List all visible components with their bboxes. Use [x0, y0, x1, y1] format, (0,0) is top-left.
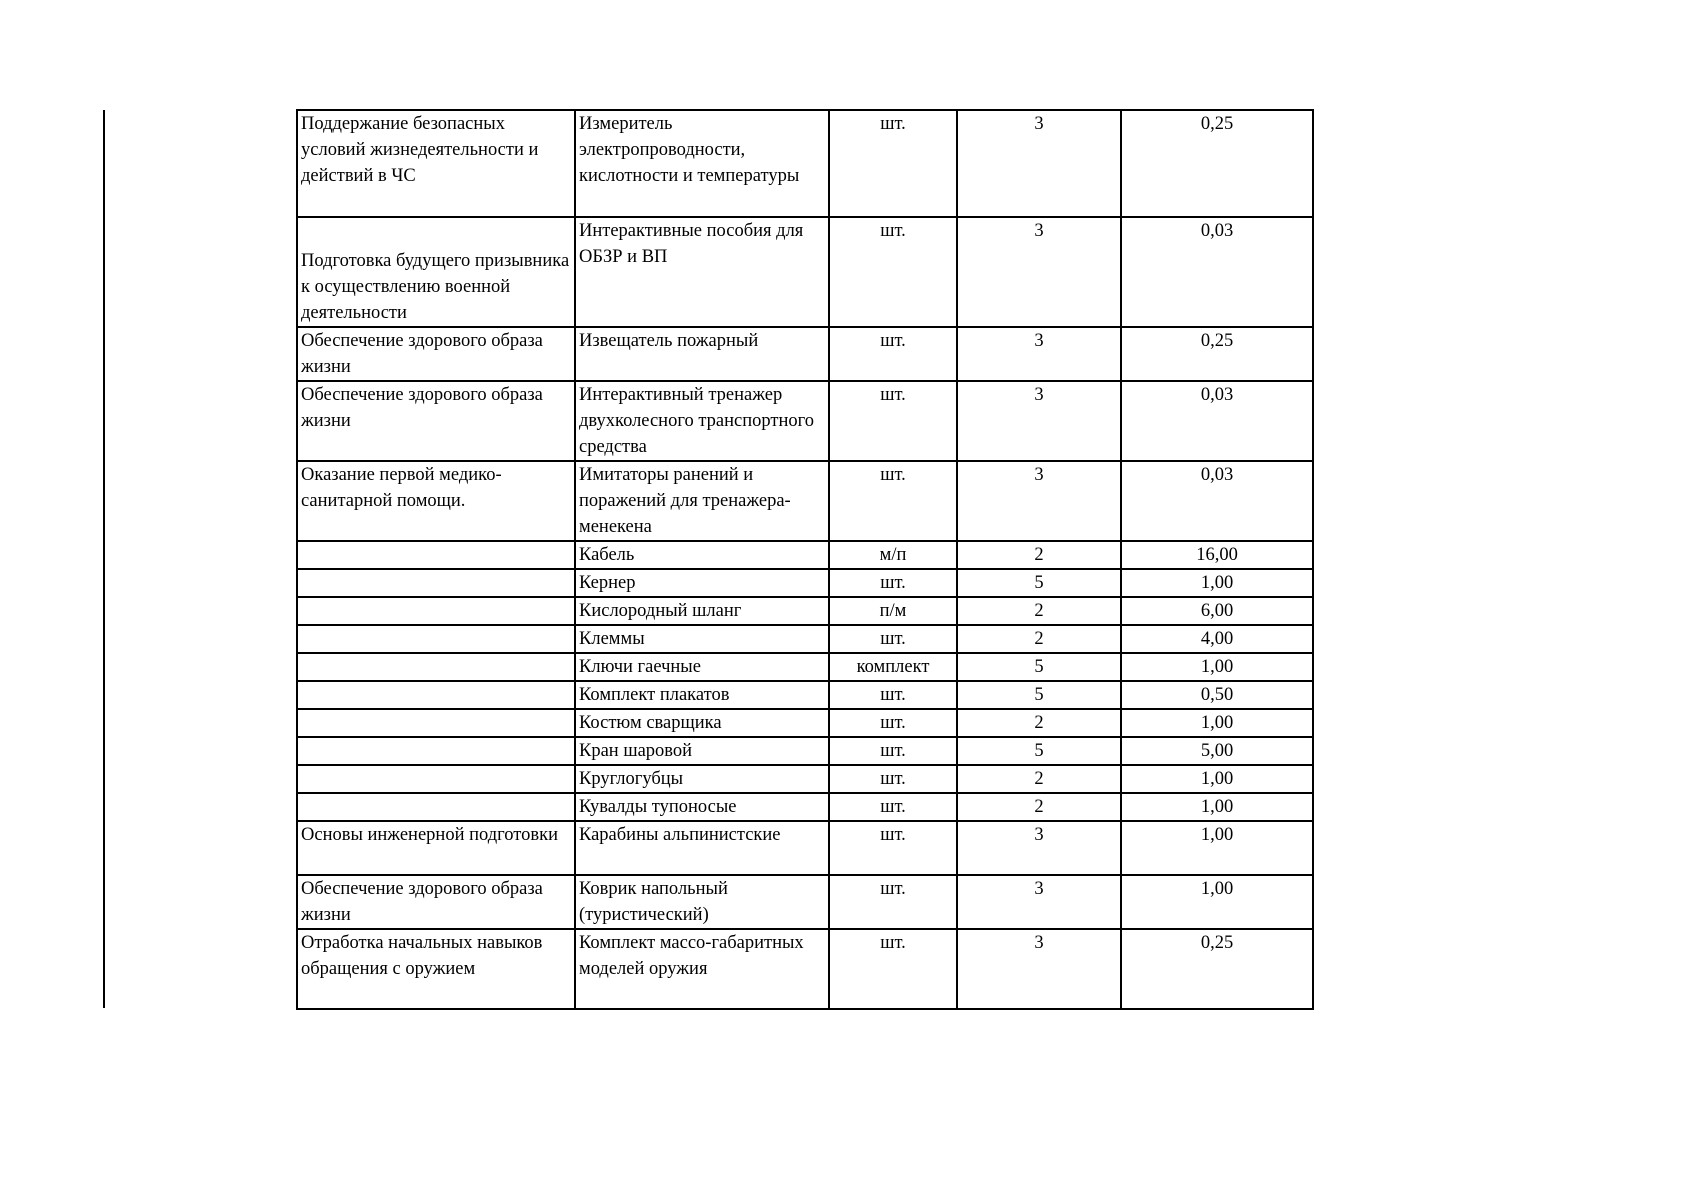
item-cell: Измеритель электропроводности, кислотности и температуры — [575, 110, 829, 217]
value-cell: 1,00 — [1121, 653, 1313, 681]
qty-cell: 2 — [957, 709, 1121, 737]
topic-cell — [297, 653, 575, 681]
table-row — [297, 653, 1313, 681]
qty-cell: 3 — [957, 327, 1121, 381]
value-cell: 6,00 — [1121, 597, 1313, 625]
qty-cell: 3 — [957, 461, 1121, 541]
qty-cell: 2 — [957, 765, 1121, 793]
item-cell: Кувалды тупоносые — [575, 793, 829, 821]
value-cell: 1,00 — [1121, 765, 1313, 793]
topic-cell — [297, 709, 575, 737]
table-row — [297, 709, 1313, 737]
topic-cell: Основы инженерной подготовки — [297, 821, 575, 875]
value-cell: 0,50 — [1121, 681, 1313, 709]
qty-cell: 5 — [957, 653, 1121, 681]
table-row — [297, 597, 1313, 625]
unit-cell: шт. — [829, 217, 957, 327]
item-cell: Имитаторы ранений и поражений для тренажера-менекена — [575, 461, 829, 541]
qty-cell: 5 — [957, 681, 1121, 709]
table-row — [297, 461, 1313, 541]
qty-cell: 3 — [957, 929, 1121, 1009]
item-cell: Комплект плакатов — [575, 681, 829, 709]
item-cell: Карабины альпинистские — [575, 821, 829, 875]
unit-cell: шт. — [829, 110, 957, 217]
unit-cell: комплект — [829, 653, 957, 681]
topic-cell: Подготовка будущего призывника к осуществлению военной деятельности — [297, 217, 575, 327]
topic-cell — [297, 793, 575, 821]
unit-cell: п/м — [829, 597, 957, 625]
topic-cell: Обеспечение здорового образа жизни — [297, 875, 575, 929]
value-cell: 0,03 — [1121, 217, 1313, 327]
qty-cell: 3 — [957, 821, 1121, 875]
table-row — [297, 793, 1313, 821]
value-cell: 1,00 — [1121, 793, 1313, 821]
value-cell: 1,00 — [1121, 821, 1313, 875]
value-cell: 1,00 — [1121, 875, 1313, 929]
equipment-table — [296, 109, 1314, 1010]
table-row — [297, 737, 1313, 765]
topic-cell — [297, 569, 575, 597]
qty-cell: 3 — [957, 381, 1121, 461]
unit-cell: шт. — [829, 821, 957, 875]
topic-cell: Оказание первой медико-санитарной помощи. — [297, 461, 575, 541]
item-cell: Извещатель пожарный — [575, 327, 829, 381]
unit-cell: шт. — [829, 875, 957, 929]
item-cell: Интерактивный тренажер двухколесного транспортного средства — [575, 381, 829, 461]
qty-cell: 2 — [957, 597, 1121, 625]
item-cell: Кран шаровой — [575, 737, 829, 765]
item-cell: Кабель — [575, 541, 829, 569]
topic-cell: Отработка начальных навыков обращения с оружием — [297, 929, 575, 1009]
margin-line — [103, 110, 105, 1008]
value-cell: 4,00 — [1121, 625, 1313, 653]
unit-cell: шт. — [829, 381, 957, 461]
table-row — [297, 381, 1313, 461]
qty-cell: 2 — [957, 541, 1121, 569]
topic-cell — [297, 625, 575, 653]
unit-cell: шт. — [829, 327, 957, 381]
unit-cell: шт. — [829, 709, 957, 737]
value-cell: 0,03 — [1121, 461, 1313, 541]
value-cell: 1,00 — [1121, 569, 1313, 597]
qty-cell: 3 — [957, 875, 1121, 929]
unit-cell: м/п — [829, 541, 957, 569]
topic-cell — [297, 765, 575, 793]
value-cell: 0,25 — [1121, 929, 1313, 1009]
table-row — [297, 625, 1313, 653]
topic-cell: Поддержание безопасных условий жизнедеятельности и действий в ЧС — [297, 110, 575, 217]
qty-cell: 5 — [957, 569, 1121, 597]
value-cell: 0,25 — [1121, 110, 1313, 217]
item-cell: Кислородный шланг — [575, 597, 829, 625]
item-cell: Кернер — [575, 569, 829, 597]
item-cell: Круглогубцы — [575, 765, 829, 793]
topic-cell: Обеспечение здорового образа жизни — [297, 327, 575, 381]
table-row — [297, 821, 1313, 875]
unit-cell: шт. — [829, 793, 957, 821]
qty-cell: 2 — [957, 793, 1121, 821]
item-cell: Коврик напольный (туристический) — [575, 875, 829, 929]
value-cell: 5,00 — [1121, 737, 1313, 765]
topic-cell: Обеспечение здорового образа жизни — [297, 381, 575, 461]
item-cell: Ключи гаечные — [575, 653, 829, 681]
item-cell: Костюм сварщика — [575, 709, 829, 737]
topic-cell — [297, 597, 575, 625]
table-row — [297, 217, 1313, 327]
table-row — [297, 327, 1313, 381]
topic-cell — [297, 541, 575, 569]
qty-cell: 3 — [957, 217, 1121, 327]
qty-cell: 5 — [957, 737, 1121, 765]
item-cell: Интерактивные пособия для ОБЗР и ВП — [575, 217, 829, 327]
value-cell: 16,00 — [1121, 541, 1313, 569]
unit-cell: шт. — [829, 681, 957, 709]
topic-cell — [297, 737, 575, 765]
qty-cell: 3 — [957, 110, 1121, 217]
table-row — [297, 765, 1313, 793]
item-cell: Клеммы — [575, 625, 829, 653]
topic-cell — [297, 681, 575, 709]
table-row — [297, 569, 1313, 597]
value-cell: 0,25 — [1121, 327, 1313, 381]
unit-cell: шт. — [829, 929, 957, 1009]
table-row — [297, 681, 1313, 709]
table-row — [297, 541, 1313, 569]
unit-cell: шт. — [829, 461, 957, 541]
item-cell: Комплект массо-габаритных моделей оружия — [575, 929, 829, 1009]
qty-cell: 2 — [957, 625, 1121, 653]
table-row — [297, 875, 1313, 929]
unit-cell: шт. — [829, 625, 957, 653]
value-cell: 0,03 — [1121, 381, 1313, 461]
table-row — [297, 110, 1313, 217]
unit-cell: шт. — [829, 569, 957, 597]
unit-cell: шт. — [829, 737, 957, 765]
value-cell: 1,00 — [1121, 709, 1313, 737]
table-row — [297, 929, 1313, 1009]
unit-cell: шт. — [829, 765, 957, 793]
